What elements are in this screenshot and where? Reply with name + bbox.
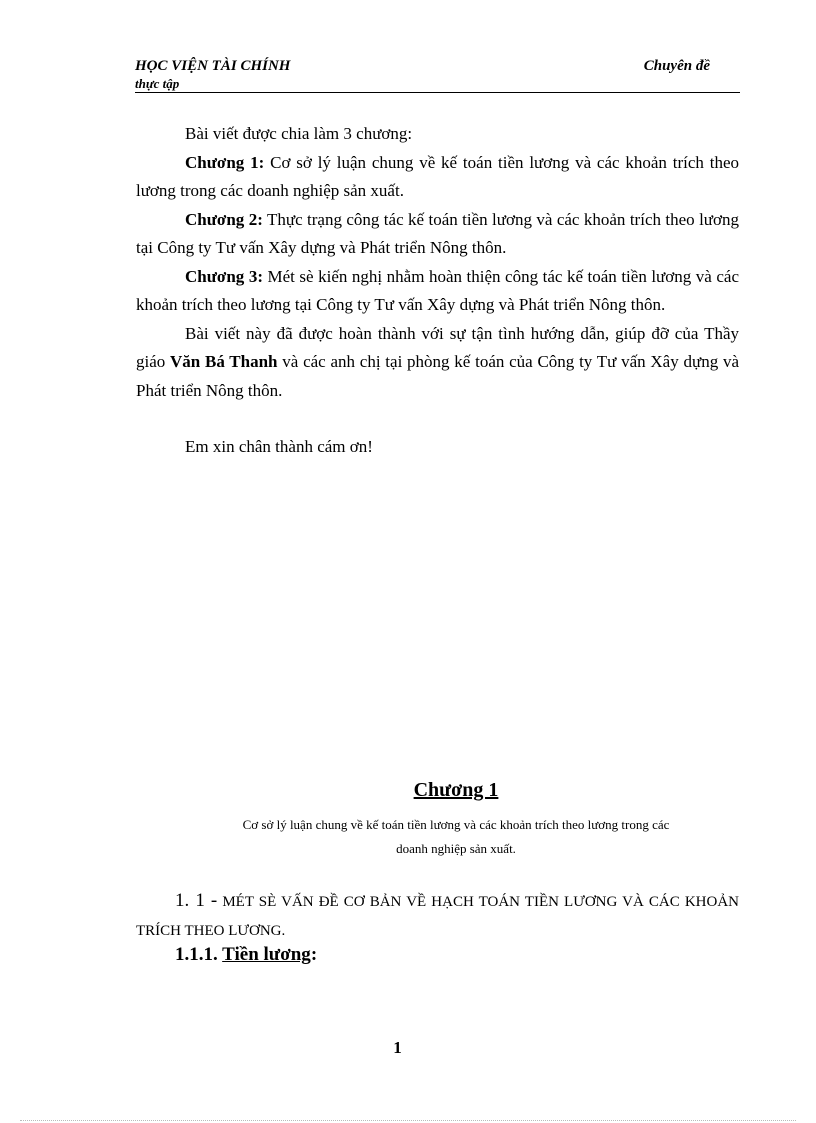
page-bottom-border	[20, 1120, 796, 1121]
acknowledgement-post: và các anh chị tại phòng kế toán của Công ty Tư vấn Xây dựng và Phát triển Nông thôn.	[136, 352, 739, 400]
page-header	[135, 56, 740, 93]
subsection-heading	[175, 944, 317, 966]
intro-paragraph	[136, 120, 739, 149]
header-institution: HỌC VIỆN TÀI CHÍNH	[135, 58, 291, 74]
section-title: MÉT SÈ VẤN ĐỀ CƠ BẢN VỀ HẠCH TOÁN TIỀN LƯƠNG VÀ CÁC KHOẢN TRÍCH THEO LƯƠNG.	[136, 894, 739, 939]
chapter1-label: Chương 1:	[185, 152, 265, 172]
chapter2-text: Thực trạng công tác kế toán tiền lương và các khoản trích theo lương tại Công ty Tư vấn Xây dựng và Phát triển Nông thôn.	[136, 209, 739, 257]
closing-paragraph	[136, 433, 739, 462]
chapter3-label: Chương 3:	[185, 266, 263, 286]
page-number: 1	[393, 1038, 402, 1057]
chapter-subtitle-line2: doanh nghiệp sản xuất.	[396, 841, 516, 856]
header-doc-type-continued: thực tập	[135, 76, 180, 91]
advisor-name: Văn Bá Thanh	[170, 352, 278, 371]
chapter1-paragraph	[136, 149, 739, 206]
subsection-suffix: :	[310, 944, 318, 965]
chapter3-paragraph	[136, 263, 739, 320]
chapter-title: Chương 1	[413, 779, 499, 801]
acknowledgement-pre: Bài viết này đã được hoàn thành với sự tận tình hướng dẫn, giúp đỡ của Thầy giáo	[136, 323, 739, 371]
chapter-subtitle-line1: Cơ sở lý luận chung về kế toán tiền lương và các khoản trích theo lương trong các	[242, 817, 670, 832]
closing-text: Em xin chân thành cám ơn!	[185, 437, 373, 456]
chapter3-text: Mét sè kiến nghị nhằm hoàn thiện công tác kế toán tiền lương và các khoản trích theo lương tại Công ty Tư vấn Xây dựng và Phát triển Nông thôn.	[136, 266, 739, 314]
intro-text: Bài viết được chia làm 3 chương:	[185, 124, 413, 143]
acknowledgement-paragraph	[136, 320, 739, 406]
subsection-title: Tiền lương	[222, 944, 311, 965]
body-text	[136, 120, 739, 462]
header-doc-type: Chuyên đề	[643, 58, 710, 74]
chapter1-text: Cơ sở lý luận chung về kế toán tiền lương và các khoản trích theo lương trong các doanh nghiệp sản xuất.	[136, 152, 739, 200]
section-heading	[136, 886, 739, 946]
section-number: 1. 1 -	[175, 890, 218, 911]
chapter-subtitle	[180, 813, 732, 861]
chapter2-label: Chương 2:	[185, 209, 263, 229]
chapter2-paragraph	[136, 206, 739, 263]
subsection-number: 1.1.1.	[175, 944, 218, 965]
